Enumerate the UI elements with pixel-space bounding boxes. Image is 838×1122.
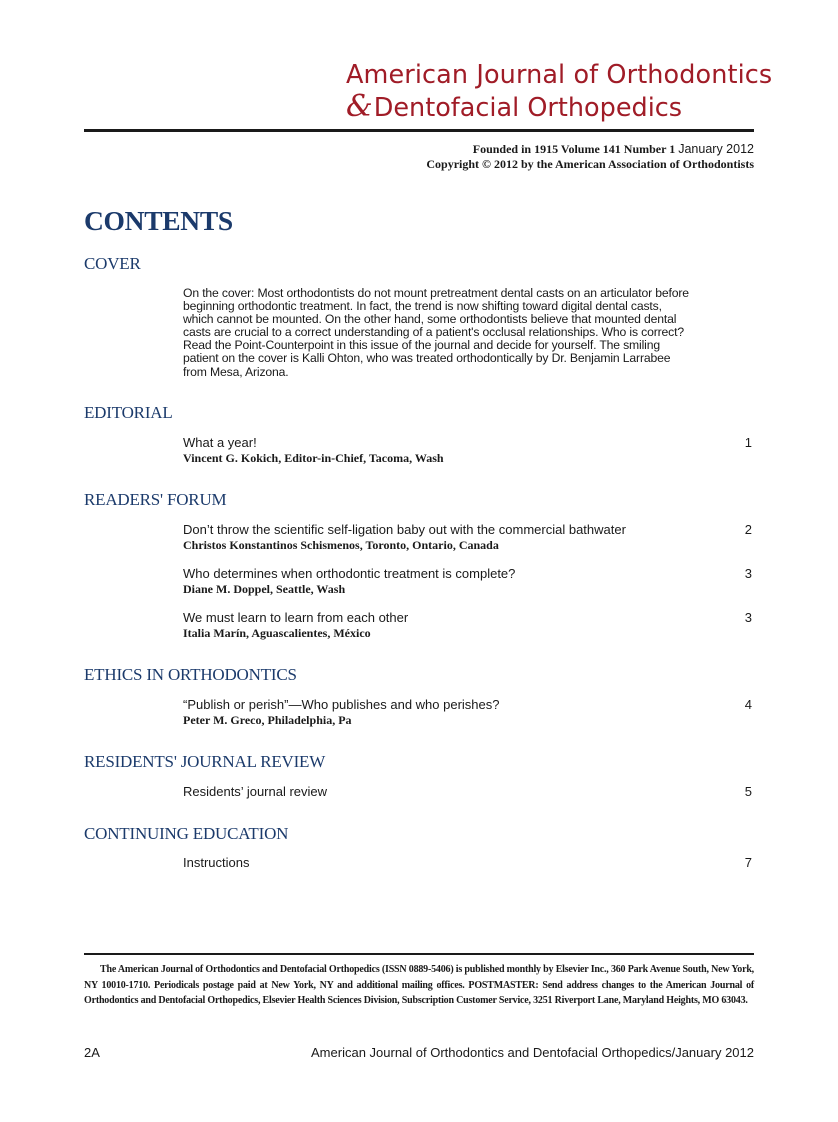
masthead-line-2	[346, 89, 766, 124]
masthead-line-2-text: Dentofacial Orthopedics	[373, 93, 683, 123]
section-heading-editorial: EDITORIAL	[84, 403, 173, 422]
founded-volume-text: Founded in 1915 Volume 141 Number 1	[472, 142, 676, 156]
issue-founded-line	[426, 142, 754, 157]
article-authors: Vincent G. Kokich, Editor-in-Chief, Tacoma, Wash	[183, 451, 444, 465]
issue-date: January 2012	[678, 142, 754, 156]
toc-entry[interactable]	[183, 784, 754, 800]
toc-entry[interactable]	[183, 610, 754, 641]
article-title[interactable]: Who determines when orthodontic treatment is complete?	[183, 566, 516, 581]
footer-page-number: 2A	[84, 1045, 100, 1060]
article-title[interactable]: What a year!	[183, 435, 257, 450]
toc-entry[interactable]	[183, 522, 754, 553]
page-title: CONTENTS	[84, 205, 233, 236]
article-authors: Diane M. Doppel, Seattle, Wash	[183, 582, 346, 596]
section-heading-readers-forum: READERS' FORUM	[84, 490, 227, 509]
publisher-footnote: The American Journal of Orthodontics and Dentofacial Orthopedics (ISSN 0889-5406) is published monthly by Elsevier Inc., 360 Park Avenue South, New York, NY 10010-1710. Periodicals postage paid at New York, NY and additional mailing offices. POSTMASTER: Send address changes to the American Journal of Orthodontics and Dentofacial Orthopedics, Elsevier Health Sciences Division, Subscription Customer Service, 3251 Riverport Lane, Maryland Heights, MO 63043.	[84, 964, 754, 1006]
masthead-ampersand: &	[346, 89, 373, 124]
article-authors: Peter M. Greco, Philadelphia, Pa	[183, 713, 352, 727]
page-number: 5	[744, 784, 752, 799]
page-number: 1	[744, 435, 752, 450]
article-title[interactable]: We must learn to learn from each other	[183, 610, 409, 625]
article-authors: Christos Konstantinos Schismenos, Toronto, Ontario, Canada	[183, 538, 499, 552]
page-number: 2	[744, 522, 752, 537]
section-heading-continuing-education: CONTINUING EDUCATION	[84, 824, 289, 843]
journal-masthead	[346, 58, 773, 124]
cover-description: On the cover: Most orthodontists do not mount pretreatment dental casts on an articulator before beginning orthodontic treatment. In fact, the trend is now shifting toward digital dental casts, which cannot be mounted. On the other hand, some orthodontists believe that mounted dental casts are crucial to a correct understanding of a patient's occlusal relationships. Who is correct? Read the Point-Counterpoint in this issue of the journal and decide for yourself. The smiling patient on the cover is Kalli Ohton, who was treated orthodontically by Dr. Benjamin Larrabee from Mesa, Arizona.	[183, 286, 689, 379]
article-title[interactable]: Don’t throw the scientific self-ligation baby out with the commercial bathwater	[183, 522, 626, 537]
masthead-line-1: American Journal of Orthodontics	[346, 60, 773, 90]
article-title[interactable]: Instructions	[183, 855, 250, 870]
page-number: 3	[744, 610, 752, 625]
issue-info	[426, 142, 754, 172]
toc-entry[interactable]	[183, 697, 754, 728]
section-heading-ethics: ETHICS IN ORTHODONTICS	[84, 665, 297, 684]
copyright-line: Copyright © 2012 by the American Association of Orthodontists	[426, 157, 754, 171]
section-heading-residents-review: RESIDENTS' JOURNAL REVIEW	[84, 752, 326, 771]
toc-entry[interactable]	[183, 855, 754, 871]
article-title[interactable]: Residents’ journal review	[183, 784, 328, 799]
footer-journal-issue: American Journal of Orthodontics and Dentofacial Orthopedics/January 2012	[311, 1045, 754, 1060]
page-number: 7	[744, 855, 752, 870]
section-heading-cover: COVER	[84, 254, 141, 273]
toc-entry[interactable]	[183, 435, 754, 466]
article-authors: Italia Marín, Aguascalientes, México	[183, 626, 371, 640]
article-title[interactable]: “Publish or perish”—Who publishes and who perishes?	[183, 697, 500, 712]
toc-entry[interactable]	[183, 566, 754, 597]
footnote-rule	[84, 953, 754, 955]
page-number: 3	[744, 566, 752, 581]
page-number: 4	[744, 697, 752, 712]
header-rule	[84, 129, 754, 132]
